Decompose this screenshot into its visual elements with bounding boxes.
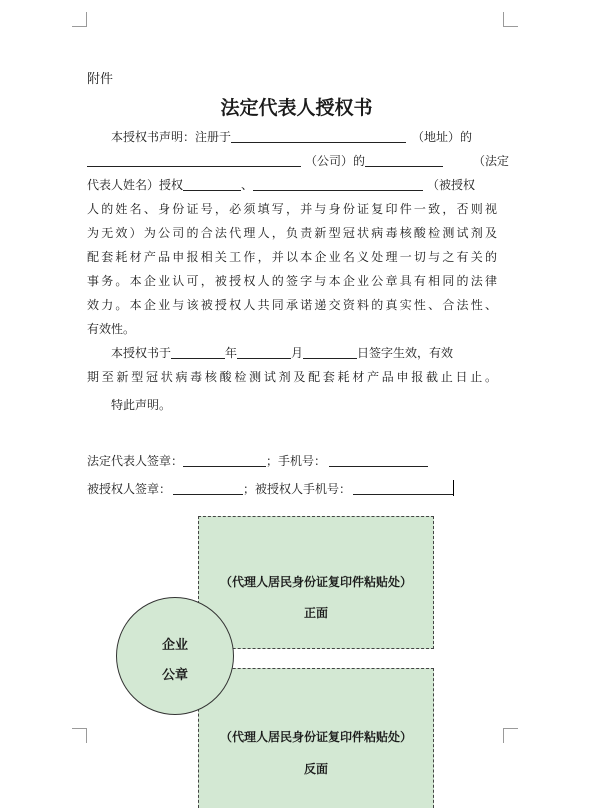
body-text: 、 [241,178,254,192]
year-blank[interactable] [171,344,225,359]
id-back-side: 反面 [303,762,328,776]
body-line-12 [87,394,497,416]
company-blank[interactable] [87,152,301,167]
agent-sign-label: 被授权人签章： [87,482,172,496]
body-line-6: 配套耗材产品申报相关工作，并以本企业名义处理一切与之有关的 [87,250,497,264]
body-text: 月 [291,346,304,360]
crop-mark-bottom-left [72,728,87,743]
body-text: （地址）的 [412,130,473,144]
body-line-1 [87,126,497,148]
crop-mark-top-left [72,12,87,27]
body-text: 日签字生效，有效 [357,346,454,360]
text-cursor [453,480,454,496]
id-back-text: （代理人居民身份证复印件粘贴处） [219,730,412,744]
agent-id-blank[interactable] [253,176,423,191]
body-text: （法定 [473,154,510,168]
body-text: 特此声明。 [111,398,172,412]
body-line-3 [87,174,497,196]
legal-rep-signature-row [87,451,428,471]
body-line-7: 事务。本企业认可，被授权人的签字与本企业公章具有相同的法律 [87,274,497,288]
agent-signature-row [87,479,454,499]
body-line-5: 为无效）为公司的合法代理人，负责新型冠状病毒核酸检测试剂及 [87,226,497,240]
body-text: 本授权书声明：注册于 [111,130,232,144]
legal-rep-sign-label: 法定代表人签章： [87,454,184,468]
agent-sign-blank[interactable] [173,480,243,495]
body-text: （公司）的 [305,154,366,168]
phone-blank[interactable] [329,452,428,467]
body-text: 本授权书于 [111,346,172,360]
crop-mark-top-right [503,12,518,27]
body-line-2 [87,150,510,172]
address-blank[interactable] [231,128,406,143]
id-front-paste-area [198,516,434,649]
crop-mark-bottom-right [503,728,518,743]
agent-phone-label: ；被授权人手机号： [243,482,352,496]
legal-rep-name-blank[interactable] [365,152,443,167]
body-text: 代表人姓名）授权 [87,178,184,192]
body-line-4: 人的姓名、身份证号，必须填写，并与身份证复印件一致，否则视 [87,202,497,216]
month-blank[interactable] [237,344,291,359]
document-title: 法定代表人授权书 [220,97,373,119]
day-blank[interactable] [303,344,357,359]
id-front-side: 正面 [303,606,328,620]
body-text: （被授权 [427,178,476,192]
agent-phone-blank[interactable] [353,480,453,495]
attachment-label: 附件 [87,72,114,87]
id-back-paste-area [198,668,434,808]
body-line-11: 期至新型冠状病毒核酸检测试剂及配套耗材产品申报截止日止。 [87,370,497,384]
legal-rep-sign-blank[interactable] [183,452,266,467]
body-line-10 [87,342,497,364]
body-text: 年 [225,346,238,360]
id-front-text: （代理人居民身份证复印件粘贴处） [219,575,412,589]
agent-name-blank[interactable] [183,176,241,191]
company-seal-circle [116,597,234,715]
body-line-8: 效力。本企业与该被授权人共同承诺递交资料的真实性、合法性、 [87,298,497,312]
phone-label: ；手机号： [266,454,327,468]
body-line-9: 有效性。 [87,322,136,336]
seal-line-2: 公章 [161,668,188,683]
seal-line-1: 企业 [161,638,188,653]
